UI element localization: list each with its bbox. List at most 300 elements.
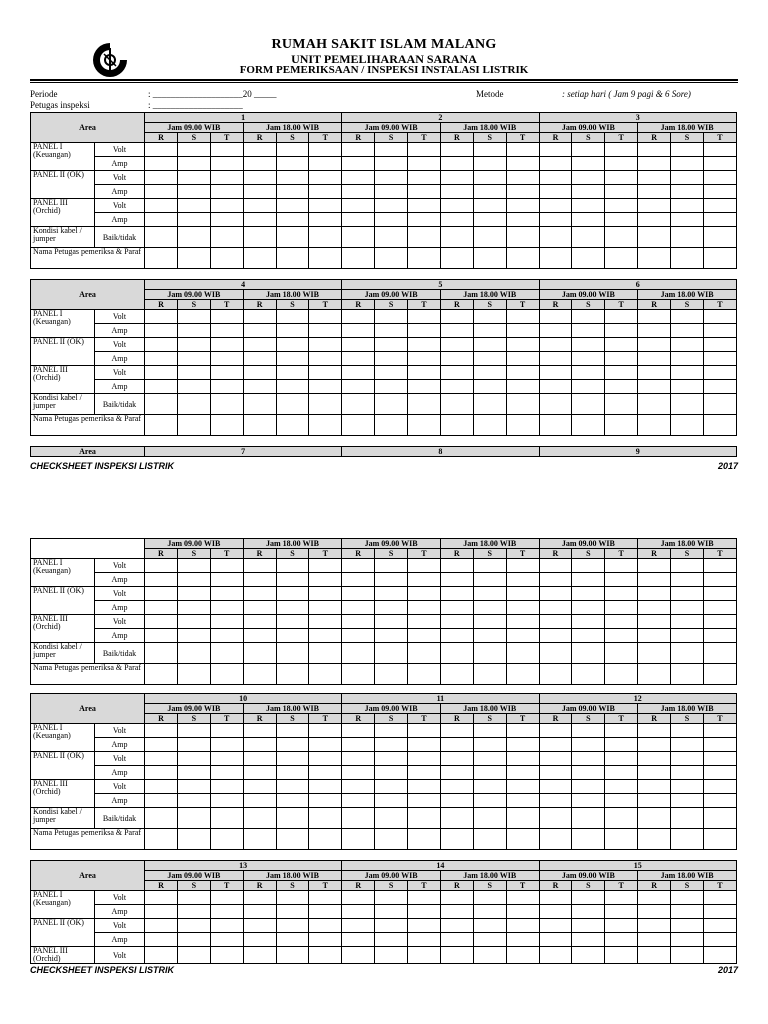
input-cell[interactable] xyxy=(572,829,605,850)
input-cell[interactable] xyxy=(605,643,638,664)
input-cell[interactable] xyxy=(276,559,309,573)
input-cell[interactable] xyxy=(506,643,539,664)
input-cell[interactable] xyxy=(276,808,309,829)
input-cell[interactable] xyxy=(309,664,342,685)
input-cell[interactable] xyxy=(243,643,276,664)
input-cell[interactable] xyxy=(145,615,178,629)
input-cell[interactable] xyxy=(572,905,605,919)
input-cell[interactable] xyxy=(375,587,408,601)
input-cell[interactable] xyxy=(210,829,243,850)
input-cell[interactable] xyxy=(342,738,375,752)
input-cell[interactable] xyxy=(342,905,375,919)
input-cell[interactable] xyxy=(473,780,506,794)
input-cell[interactable] xyxy=(440,724,473,738)
input-cell[interactable] xyxy=(177,947,210,964)
input-cell[interactable] xyxy=(309,794,342,808)
input-cell[interactable] xyxy=(210,891,243,905)
input-cell[interactable] xyxy=(473,794,506,808)
input-cell[interactable] xyxy=(342,780,375,794)
input-cell[interactable] xyxy=(243,808,276,829)
input-cell[interactable] xyxy=(210,905,243,919)
input-cell[interactable] xyxy=(375,947,408,964)
input-cell[interactable] xyxy=(375,724,408,738)
input-cell[interactable] xyxy=(177,919,210,933)
input-cell[interactable] xyxy=(572,766,605,780)
input-cell[interactable] xyxy=(703,601,736,615)
input-cell[interactable] xyxy=(375,829,408,850)
input-cell[interactable] xyxy=(210,724,243,738)
input-cell[interactable] xyxy=(342,559,375,573)
input-cell[interactable] xyxy=(309,933,342,947)
input-cell[interactable] xyxy=(671,905,704,919)
input-cell[interactable] xyxy=(342,573,375,587)
input-cell[interactable] xyxy=(276,905,309,919)
input-cell[interactable] xyxy=(638,587,671,601)
input-cell[interactable] xyxy=(572,738,605,752)
input-cell[interactable] xyxy=(703,724,736,738)
input-cell[interactable] xyxy=(375,664,408,685)
input-cell[interactable] xyxy=(177,643,210,664)
input-cell[interactable] xyxy=(243,829,276,850)
input-cell[interactable] xyxy=(342,643,375,664)
input-cell[interactable] xyxy=(177,629,210,643)
input-cell[interactable] xyxy=(671,947,704,964)
input-cell[interactable] xyxy=(342,664,375,685)
input-cell[interactable] xyxy=(638,664,671,685)
input-cell[interactable] xyxy=(506,752,539,766)
input-cell[interactable] xyxy=(638,794,671,808)
input-cell[interactable] xyxy=(671,780,704,794)
input-cell[interactable] xyxy=(539,724,572,738)
input-cell[interactable] xyxy=(605,808,638,829)
input-cell[interactable] xyxy=(309,601,342,615)
input-cell[interactable] xyxy=(145,559,178,573)
input-cell[interactable] xyxy=(276,891,309,905)
input-cell[interactable] xyxy=(605,780,638,794)
input-cell[interactable] xyxy=(210,933,243,947)
input-cell[interactable] xyxy=(638,738,671,752)
input-cell[interactable] xyxy=(703,559,736,573)
input-cell[interactable] xyxy=(276,766,309,780)
input-cell[interactable] xyxy=(473,829,506,850)
input-cell[interactable] xyxy=(243,933,276,947)
input-cell[interactable] xyxy=(539,794,572,808)
input-cell[interactable] xyxy=(145,905,178,919)
input-cell[interactable] xyxy=(375,601,408,615)
input-cell[interactable] xyxy=(638,808,671,829)
input-cell[interactable] xyxy=(408,891,441,905)
input-cell[interactable] xyxy=(572,808,605,829)
input-cell[interactable] xyxy=(605,919,638,933)
input-cell[interactable] xyxy=(243,766,276,780)
input-cell[interactable] xyxy=(703,752,736,766)
input-cell[interactable] xyxy=(342,752,375,766)
input-cell[interactable] xyxy=(440,601,473,615)
input-cell[interactable] xyxy=(506,829,539,850)
input-cell[interactable] xyxy=(539,664,572,685)
input-cell[interactable] xyxy=(703,808,736,829)
input-cell[interactable] xyxy=(309,587,342,601)
input-cell[interactable] xyxy=(276,587,309,601)
input-cell[interactable] xyxy=(539,643,572,664)
input-cell[interactable] xyxy=(671,808,704,829)
input-cell[interactable] xyxy=(539,738,572,752)
input-cell[interactable] xyxy=(210,643,243,664)
input-cell[interactable] xyxy=(703,933,736,947)
input-cell[interactable] xyxy=(671,794,704,808)
input-cell[interactable] xyxy=(375,573,408,587)
input-cell[interactable] xyxy=(408,664,441,685)
input-cell[interactable] xyxy=(605,559,638,573)
input-cell[interactable] xyxy=(703,947,736,964)
input-cell[interactable] xyxy=(375,780,408,794)
input-cell[interactable] xyxy=(638,752,671,766)
input-cell[interactable] xyxy=(177,905,210,919)
input-cell[interactable] xyxy=(473,643,506,664)
input-cell[interactable] xyxy=(506,947,539,964)
input-cell[interactable] xyxy=(408,829,441,850)
input-cell[interactable] xyxy=(210,601,243,615)
input-cell[interactable] xyxy=(375,559,408,573)
input-cell[interactable] xyxy=(243,738,276,752)
input-cell[interactable] xyxy=(506,629,539,643)
input-cell[interactable] xyxy=(408,766,441,780)
input-cell[interactable] xyxy=(145,601,178,615)
input-cell[interactable] xyxy=(638,905,671,919)
input-cell[interactable] xyxy=(309,752,342,766)
input-cell[interactable] xyxy=(408,933,441,947)
input-cell[interactable] xyxy=(473,587,506,601)
input-cell[interactable] xyxy=(638,933,671,947)
input-cell[interactable] xyxy=(605,724,638,738)
input-cell[interactable] xyxy=(309,829,342,850)
input-cell[interactable] xyxy=(177,724,210,738)
input-cell[interactable] xyxy=(342,601,375,615)
input-cell[interactable] xyxy=(671,724,704,738)
input-cell[interactable] xyxy=(309,615,342,629)
input-cell[interactable] xyxy=(703,829,736,850)
input-cell[interactable] xyxy=(375,766,408,780)
periode-field[interactable]: : ____________________20 _____ xyxy=(148,89,277,99)
input-cell[interactable] xyxy=(408,919,441,933)
input-cell[interactable] xyxy=(210,919,243,933)
input-cell[interactable] xyxy=(243,573,276,587)
input-cell[interactable] xyxy=(440,947,473,964)
input-cell[interactable] xyxy=(408,794,441,808)
input-cell[interactable] xyxy=(703,766,736,780)
input-cell[interactable] xyxy=(539,891,572,905)
input-cell[interactable] xyxy=(210,752,243,766)
input-cell[interactable] xyxy=(276,738,309,752)
input-cell[interactable] xyxy=(605,573,638,587)
input-cell[interactable] xyxy=(177,933,210,947)
input-cell[interactable] xyxy=(177,664,210,685)
input-cell[interactable] xyxy=(605,752,638,766)
input-cell[interactable] xyxy=(703,615,736,629)
input-cell[interactable] xyxy=(506,905,539,919)
input-cell[interactable] xyxy=(703,794,736,808)
input-cell[interactable] xyxy=(276,615,309,629)
input-cell[interactable] xyxy=(671,664,704,685)
input-cell[interactable] xyxy=(309,766,342,780)
input-cell[interactable] xyxy=(539,808,572,829)
input-cell[interactable] xyxy=(408,559,441,573)
input-cell[interactable] xyxy=(243,794,276,808)
input-cell[interactable] xyxy=(145,766,178,780)
input-cell[interactable] xyxy=(473,738,506,752)
input-cell[interactable] xyxy=(243,752,276,766)
input-cell[interactable] xyxy=(539,947,572,964)
input-cell[interactable] xyxy=(572,573,605,587)
input-cell[interactable] xyxy=(243,780,276,794)
input-cell[interactable] xyxy=(177,615,210,629)
input-cell[interactable] xyxy=(210,664,243,685)
input-cell[interactable] xyxy=(243,905,276,919)
input-cell[interactable] xyxy=(572,615,605,629)
input-cell[interactable] xyxy=(309,808,342,829)
input-cell[interactable] xyxy=(605,601,638,615)
input-cell[interactable] xyxy=(506,573,539,587)
input-cell[interactable] xyxy=(605,664,638,685)
input-cell[interactable] xyxy=(210,587,243,601)
input-cell[interactable] xyxy=(145,629,178,643)
input-cell[interactable] xyxy=(671,615,704,629)
input-cell[interactable] xyxy=(473,615,506,629)
input-cell[interactable] xyxy=(342,919,375,933)
input-cell[interactable] xyxy=(408,738,441,752)
input-cell[interactable] xyxy=(671,629,704,643)
input-cell[interactable] xyxy=(473,752,506,766)
input-cell[interactable] xyxy=(638,780,671,794)
input-cell[interactable] xyxy=(145,643,178,664)
input-cell[interactable] xyxy=(243,947,276,964)
input-cell[interactable] xyxy=(408,905,441,919)
input-cell[interactable] xyxy=(539,587,572,601)
input-cell[interactable] xyxy=(572,919,605,933)
input-cell[interactable] xyxy=(309,947,342,964)
input-cell[interactable] xyxy=(605,738,638,752)
input-cell[interactable] xyxy=(572,587,605,601)
input-cell[interactable] xyxy=(177,573,210,587)
input-cell[interactable] xyxy=(177,891,210,905)
input-cell[interactable] xyxy=(440,891,473,905)
input-cell[interactable] xyxy=(375,891,408,905)
input-cell[interactable] xyxy=(473,808,506,829)
input-cell[interactable] xyxy=(703,738,736,752)
input-cell[interactable] xyxy=(210,794,243,808)
input-cell[interactable] xyxy=(671,643,704,664)
input-cell[interactable] xyxy=(145,724,178,738)
input-cell[interactable] xyxy=(408,615,441,629)
input-cell[interactable] xyxy=(506,891,539,905)
input-cell[interactable] xyxy=(506,587,539,601)
input-cell[interactable] xyxy=(539,905,572,919)
input-cell[interactable] xyxy=(539,919,572,933)
input-cell[interactable] xyxy=(243,664,276,685)
input-cell[interactable] xyxy=(440,794,473,808)
input-cell[interactable] xyxy=(703,573,736,587)
input-cell[interactable] xyxy=(605,829,638,850)
input-cell[interactable] xyxy=(671,573,704,587)
input-cell[interactable] xyxy=(408,587,441,601)
input-cell[interactable] xyxy=(145,752,178,766)
input-cell[interactable] xyxy=(671,587,704,601)
input-cell[interactable] xyxy=(473,766,506,780)
input-cell[interactable] xyxy=(342,947,375,964)
input-cell[interactable] xyxy=(703,891,736,905)
input-cell[interactable] xyxy=(671,601,704,615)
input-cell[interactable] xyxy=(145,794,178,808)
input-cell[interactable] xyxy=(408,808,441,829)
input-cell[interactable] xyxy=(145,780,178,794)
input-cell[interactable] xyxy=(506,919,539,933)
input-cell[interactable] xyxy=(506,601,539,615)
input-cell[interactable] xyxy=(473,559,506,573)
input-cell[interactable] xyxy=(210,573,243,587)
input-cell[interactable] xyxy=(572,794,605,808)
input-cell[interactable] xyxy=(375,643,408,664)
input-cell[interactable] xyxy=(605,587,638,601)
input-cell[interactable] xyxy=(276,780,309,794)
input-cell[interactable] xyxy=(605,794,638,808)
input-cell[interactable] xyxy=(440,559,473,573)
input-cell[interactable] xyxy=(473,919,506,933)
input-cell[interactable] xyxy=(342,933,375,947)
input-cell[interactable] xyxy=(506,794,539,808)
input-cell[interactable] xyxy=(276,829,309,850)
input-cell[interactable] xyxy=(276,919,309,933)
input-cell[interactable] xyxy=(539,629,572,643)
input-cell[interactable] xyxy=(145,919,178,933)
input-cell[interactable] xyxy=(440,573,473,587)
input-cell[interactable] xyxy=(210,808,243,829)
input-cell[interactable] xyxy=(572,752,605,766)
input-cell[interactable] xyxy=(342,794,375,808)
input-cell[interactable] xyxy=(276,601,309,615)
input-cell[interactable] xyxy=(440,615,473,629)
input-cell[interactable] xyxy=(572,780,605,794)
input-cell[interactable] xyxy=(605,615,638,629)
input-cell[interactable] xyxy=(572,724,605,738)
input-cell[interactable] xyxy=(506,664,539,685)
input-cell[interactable] xyxy=(572,629,605,643)
input-cell[interactable] xyxy=(506,738,539,752)
input-cell[interactable] xyxy=(309,629,342,643)
input-cell[interactable] xyxy=(276,629,309,643)
input-cell[interactable] xyxy=(375,919,408,933)
input-cell[interactable] xyxy=(309,905,342,919)
input-cell[interactable] xyxy=(276,664,309,685)
input-cell[interactable] xyxy=(243,919,276,933)
input-cell[interactable] xyxy=(375,629,408,643)
input-cell[interactable] xyxy=(440,933,473,947)
input-cell[interactable] xyxy=(671,891,704,905)
input-cell[interactable] xyxy=(703,629,736,643)
input-cell[interactable] xyxy=(177,587,210,601)
input-cell[interactable] xyxy=(243,601,276,615)
input-cell[interactable] xyxy=(309,919,342,933)
input-cell[interactable] xyxy=(145,664,178,685)
input-cell[interactable] xyxy=(145,829,178,850)
input-cell[interactable] xyxy=(638,766,671,780)
input-cell[interactable] xyxy=(243,891,276,905)
input-cell[interactable] xyxy=(309,738,342,752)
input-cell[interactable] xyxy=(638,724,671,738)
input-cell[interactable] xyxy=(440,919,473,933)
input-cell[interactable] xyxy=(210,559,243,573)
input-cell[interactable] xyxy=(440,643,473,664)
input-cell[interactable] xyxy=(243,629,276,643)
input-cell[interactable] xyxy=(210,766,243,780)
input-cell[interactable] xyxy=(703,780,736,794)
input-cell[interactable] xyxy=(572,664,605,685)
input-cell[interactable] xyxy=(638,829,671,850)
input-cell[interactable] xyxy=(703,643,736,664)
input-cell[interactable] xyxy=(539,766,572,780)
input-cell[interactable] xyxy=(210,780,243,794)
input-cell[interactable] xyxy=(506,724,539,738)
input-cell[interactable] xyxy=(572,947,605,964)
input-cell[interactable] xyxy=(375,752,408,766)
input-cell[interactable] xyxy=(671,919,704,933)
input-cell[interactable] xyxy=(473,891,506,905)
input-cell[interactable] xyxy=(539,573,572,587)
input-cell[interactable] xyxy=(605,891,638,905)
input-cell[interactable] xyxy=(375,905,408,919)
input-cell[interactable] xyxy=(210,615,243,629)
input-cell[interactable] xyxy=(638,919,671,933)
input-cell[interactable] xyxy=(342,766,375,780)
input-cell[interactable] xyxy=(145,738,178,752)
input-cell[interactable] xyxy=(309,559,342,573)
input-cell[interactable] xyxy=(440,587,473,601)
input-cell[interactable] xyxy=(605,947,638,964)
input-cell[interactable] xyxy=(703,919,736,933)
input-cell[interactable] xyxy=(671,933,704,947)
input-cell[interactable] xyxy=(177,752,210,766)
input-cell[interactable] xyxy=(473,629,506,643)
input-cell[interactable] xyxy=(473,573,506,587)
input-cell[interactable] xyxy=(342,808,375,829)
input-cell[interactable] xyxy=(703,587,736,601)
input-cell[interactable] xyxy=(375,808,408,829)
input-cell[interactable] xyxy=(145,808,178,829)
input-cell[interactable] xyxy=(440,808,473,829)
input-cell[interactable] xyxy=(473,601,506,615)
input-cell[interactable] xyxy=(210,629,243,643)
input-cell[interactable] xyxy=(572,601,605,615)
input-cell[interactable] xyxy=(408,629,441,643)
input-cell[interactable] xyxy=(473,947,506,964)
input-cell[interactable] xyxy=(408,573,441,587)
input-cell[interactable] xyxy=(408,752,441,766)
input-cell[interactable] xyxy=(506,766,539,780)
input-cell[interactable] xyxy=(177,780,210,794)
input-cell[interactable] xyxy=(539,780,572,794)
input-cell[interactable] xyxy=(539,752,572,766)
input-cell[interactable] xyxy=(276,933,309,947)
input-cell[interactable] xyxy=(210,947,243,964)
input-cell[interactable] xyxy=(440,905,473,919)
input-cell[interactable] xyxy=(408,643,441,664)
input-cell[interactable] xyxy=(309,780,342,794)
input-cell[interactable] xyxy=(539,615,572,629)
input-cell[interactable] xyxy=(375,615,408,629)
input-cell[interactable] xyxy=(572,559,605,573)
input-cell[interactable] xyxy=(671,752,704,766)
input-cell[interactable] xyxy=(408,601,441,615)
input-cell[interactable] xyxy=(408,724,441,738)
